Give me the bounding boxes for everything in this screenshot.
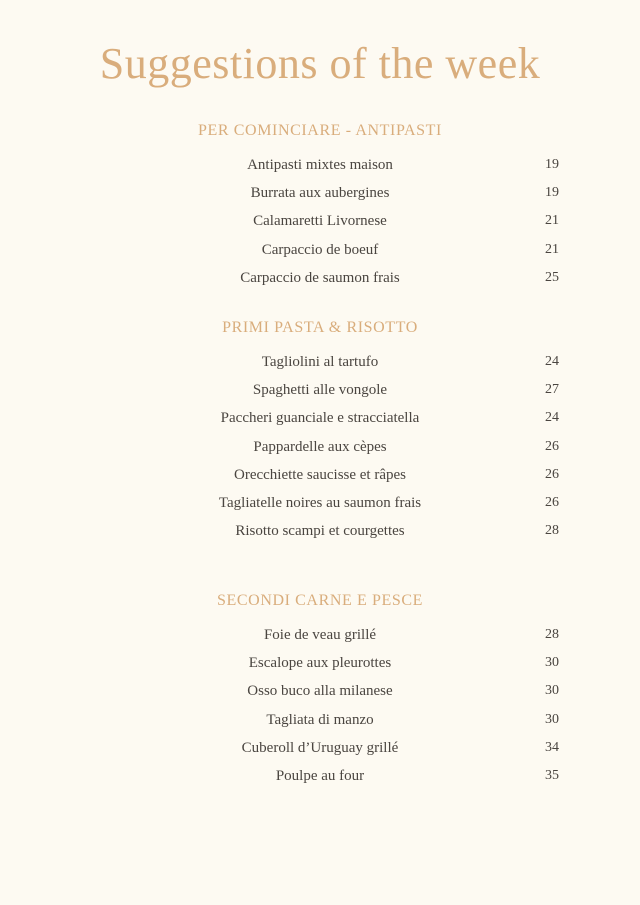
item-name: Antipasti mixtes maison bbox=[247, 157, 393, 173]
item-price: 28 bbox=[545, 523, 559, 539]
item-name: Poulpe au four bbox=[275, 767, 365, 784]
menu-item bbox=[0, 762, 640, 790]
menu-item bbox=[0, 677, 640, 705]
item-name: Carpaccio de saumon frais bbox=[240, 269, 400, 286]
item-name: Osso buco alla milanese bbox=[247, 683, 393, 700]
item-name: Escalope aux pleurottes bbox=[248, 655, 392, 672]
item-price: 24 bbox=[545, 354, 559, 369]
item-price: 30 bbox=[545, 683, 559, 699]
section-secondi bbox=[0, 591, 640, 790]
section-heading: PRIMI PASTA & RISOTTO bbox=[222, 319, 418, 336]
menu-item bbox=[0, 376, 640, 404]
menu-item bbox=[0, 179, 640, 207]
menu-item bbox=[0, 151, 640, 179]
item-price: 35 bbox=[545, 767, 559, 783]
item-name: Foie de veau grillé bbox=[263, 627, 377, 643]
item-price: 25 bbox=[545, 269, 559, 285]
menu-item bbox=[0, 348, 640, 376]
item-price: 19 bbox=[545, 157, 559, 172]
item-price: 19 bbox=[545, 185, 559, 201]
item-price: 26 bbox=[545, 438, 559, 454]
item-name: Cuberoll d’Uruguay grillé bbox=[241, 739, 399, 756]
item-price: 21 bbox=[545, 213, 559, 229]
item-name: Orecchiette saucisse et râpes bbox=[234, 466, 406, 483]
item-price: 26 bbox=[545, 466, 559, 482]
menu-item bbox=[0, 461, 640, 489]
item-name: Pappardelle aux cèpes bbox=[253, 438, 387, 455]
menu-item bbox=[0, 404, 640, 432]
section-antipasti bbox=[0, 121, 640, 292]
menu-item bbox=[0, 264, 640, 292]
page-title: Suggestions of the week bbox=[99, 39, 541, 88]
item-name: Spaghetti alle vongole bbox=[252, 382, 388, 399]
menu-item bbox=[0, 433, 640, 461]
menu-item bbox=[0, 706, 640, 734]
menu-item bbox=[0, 207, 640, 235]
item-name: Carpaccio de boeuf bbox=[261, 241, 379, 258]
item-name: Tagliata di manzo bbox=[266, 711, 374, 728]
item-price: 24 bbox=[545, 410, 559, 426]
item-price: 34 bbox=[545, 739, 559, 755]
item-price: 30 bbox=[545, 655, 559, 671]
section-primi bbox=[0, 318, 640, 545]
menu-item bbox=[0, 649, 640, 677]
item-name: Tagliolini al tartufo bbox=[261, 354, 379, 370]
section-heading: SECONDI CARNE E PESCE bbox=[217, 592, 423, 609]
menu-item bbox=[0, 621, 640, 649]
item-name: Burrata aux aubergines bbox=[250, 185, 390, 202]
item-price: 26 bbox=[545, 494, 559, 510]
menu-item bbox=[0, 236, 640, 264]
menu-item bbox=[0, 489, 640, 517]
item-price: 21 bbox=[545, 241, 559, 257]
menu-item bbox=[0, 734, 640, 762]
item-price: 27 bbox=[545, 382, 559, 398]
item-name: Tagliatelle noires au saumon frais bbox=[218, 494, 422, 511]
item-name: Calamaretti Livornese bbox=[253, 213, 387, 230]
item-price: 28 bbox=[545, 627, 559, 642]
item-price: 30 bbox=[545, 711, 559, 727]
section-heading: PER COMINCIARE - ANTIPASTI bbox=[198, 122, 442, 139]
item-name: Paccheri guanciale e stracciatella bbox=[220, 410, 420, 427]
menu-item bbox=[0, 517, 640, 545]
item-name: Risotto scampi et courgettes bbox=[235, 523, 405, 540]
